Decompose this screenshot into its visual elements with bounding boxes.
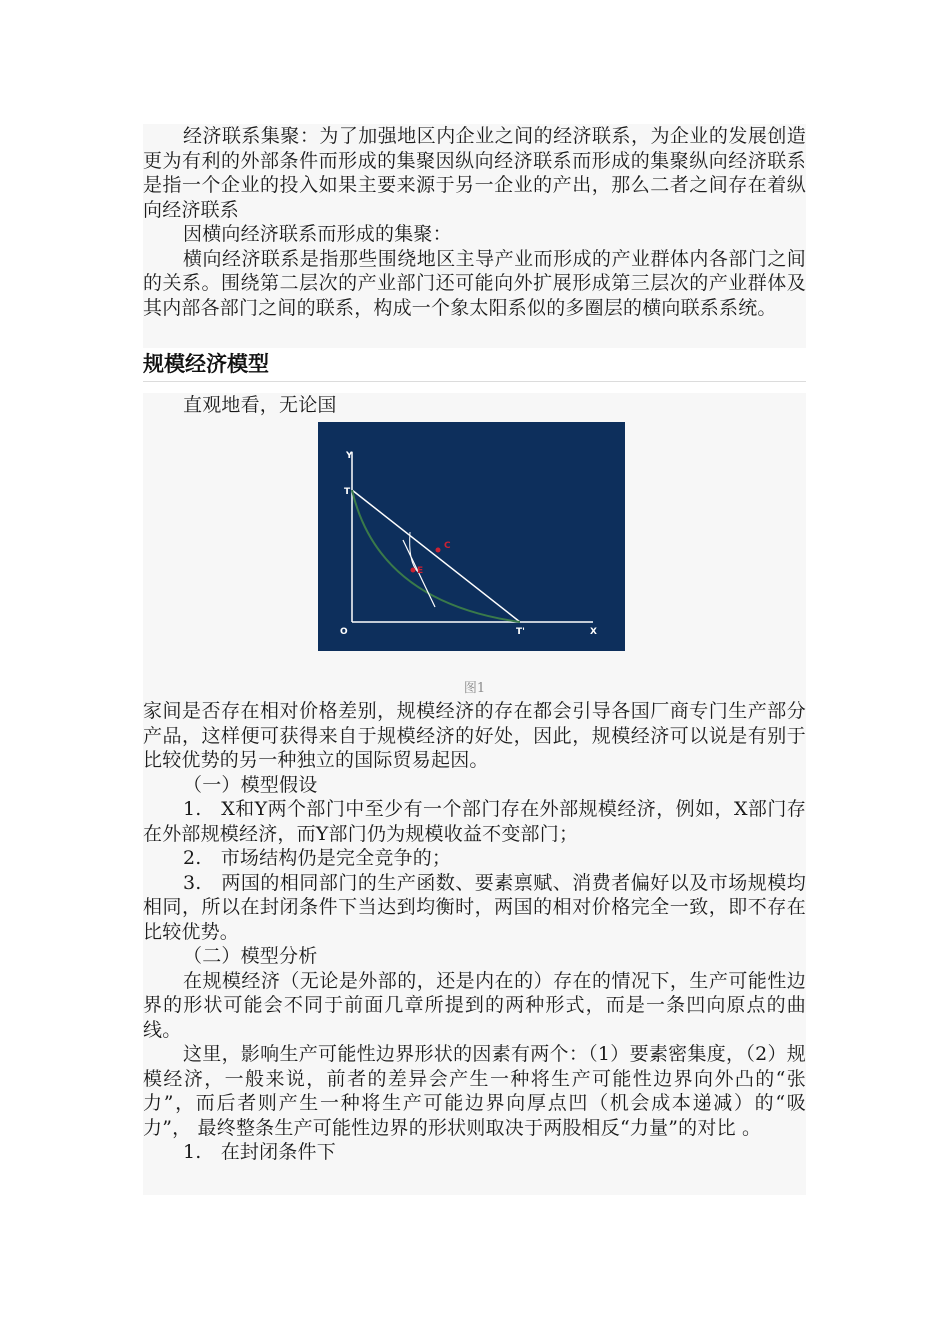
label-e: E [417,566,424,576]
figure-container [143,419,806,699]
label-c: C [444,541,451,551]
text-block-top [143,124,806,348]
figure-caption: 图1 [463,681,486,696]
intro-text: 直观地看，无论国 [183,394,337,416]
paragraph-analysis-title: （二）模型分析 [183,945,318,967]
label-t-prime: T' [516,627,525,637]
heading-divider [143,381,806,382]
paragraph-assumption-1: 1. X和Y两个部门中至少有一个部门存在外部规模经济，例如，X部门存在外部规模经济，而Y部门仍为规模收益不变部门； [143,798,806,845]
label-y: Y [346,451,353,461]
paragraph-analysis-body: 在规模经济（无论是外部的，还是内在的）存在的情况下，生产可能性边界的形状可能会不同于前面几章所提到的两种形式，而是一条凹向原点的曲线。 [143,969,806,1041]
label-t: T [344,487,351,497]
paragraph-horizontal-body: 横向经济联系是指那些围绕地区主导产业而形成的产业群体内各部门之间的关系。围绕第二层次的产业部门还可能向外扩展形成第三层次的产业群体及其内部各部门之间的联系，构成一个象太阳系似的多圈层的横向联系系统。 [143,247,806,319]
paragraph-assumptions-title: （一）模型假设 [183,773,318,796]
paragraph-economic-linkage: 经济联系集聚：为了加强地区内企业之间的经济联系，为企业的发展创造更为有利的外部条件而形成的集聚因纵向经济联系而形成的集聚纵向经济联系是指一个企业的投入如果主要来源于另一企业的产出，那么二者之间存在着纵向经济联系 [143,125,806,221]
paragraph-closed-economy: 1. 在封闭条件下 [183,1141,336,1163]
text-block-bottom [143,699,806,1195]
label-o: O [340,627,348,637]
paragraph-assumption-2: 2. 市场结构仍是完全竞争的； [183,847,452,869]
paragraph-horizontal-title: 因横向经济联系而形成的集聚： [183,223,452,245]
paragraph-assumption-3: 3. 两国的相同部门的生产函数、要素禀赋、消费者偏好以及市场规模均相同，所以在封闭条件下当达到均衡时，两国的相对价格完全一致，即不存在比较优势。 [143,871,806,943]
intro-block [143,393,806,419]
paragraph-factors: 这里，影响生产可能性边界形状的因素有两个：（1）要素密集度，（2）规模经济，一般来说，前者的差异会产生一种将生产可能性边界向外凸的“张力”，而后者则产生一种将生产可能边界向厚点凹（机会成本递减）的“吸力”， 最终整条生产可能性边界的形状则取决于两股相反“力量”的对比 。 [143,1043,806,1139]
figure-background [318,422,625,651]
point-c [436,548,441,553]
point-e [411,568,416,573]
paragraph-continuation: 家间是否存在相对价格差别，规模经济的存在都会引导各国厂商专门生产部分产品，这样便可获得来自于规模经济的好处，因此，规模经济可以说是有别于比较优势的另一种独立的国际贸易起因。 [143,700,806,771]
section-heading: 规模经济模型 [143,352,269,376]
label-x: X [590,627,597,637]
ppf-figure [318,422,625,651]
